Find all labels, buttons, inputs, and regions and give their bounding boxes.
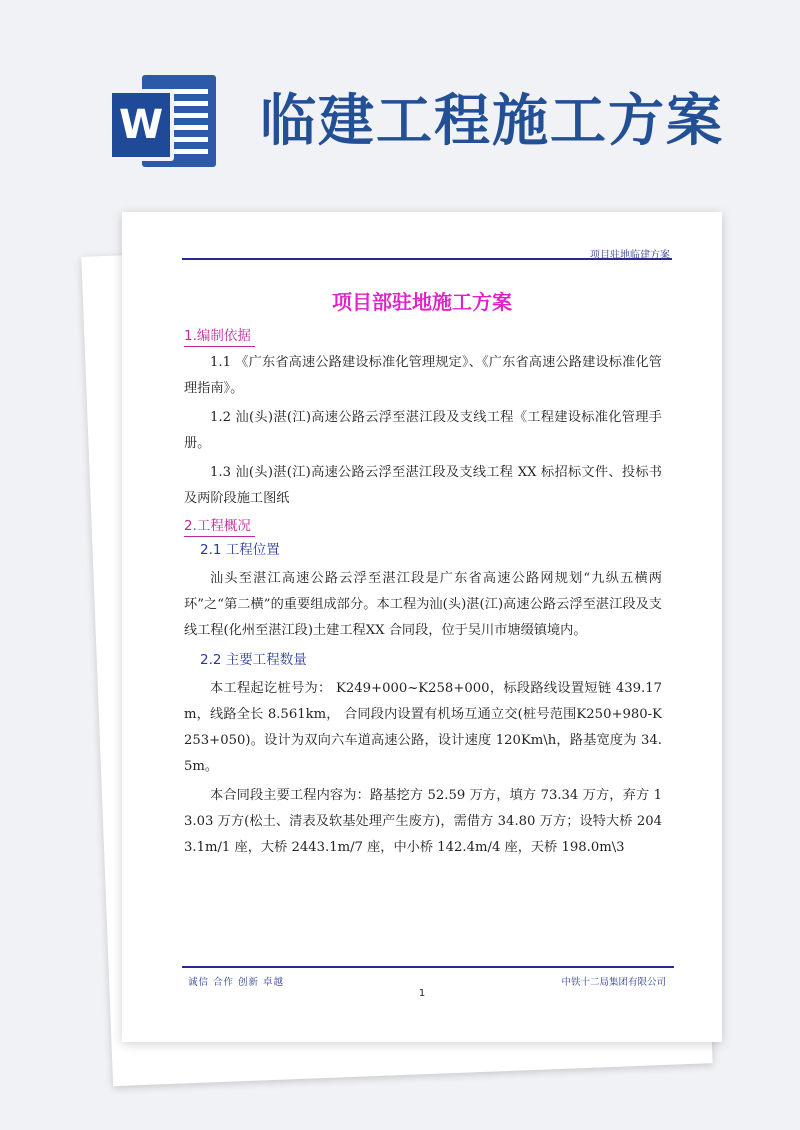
section-heading: 2.工程概况 <box>184 516 255 537</box>
word-logo-letter: W <box>108 89 174 161</box>
word-document-icon <box>108 75 220 171</box>
document-body <box>184 325 662 864</box>
subsection-heading: 2.2 主要工程数量 <box>200 652 307 668</box>
document-page <box>122 212 722 1042</box>
banner-title: 临建工程施工方案 <box>260 88 724 154</box>
paragraph: 汕头至湛江高速公路云浮至湛江段是广东省高速公路网规划“九纵五横两环”之“第二横”的重要组成部分。本工程为汕(头)湛(江)高速公路云浮至湛江段及支线工程(化州至湛江段)土建工程XX 合同段，位于吴川市塘缀镇境内。 <box>184 571 662 638</box>
header-divider <box>182 258 672 260</box>
banner <box>0 55 800 175</box>
paragraph: 本合同段主要工程内容为：路基挖方 52.59 万方，填方 73.34 万方，弃方 13.03 万方(松土、清表及软基处理产生废方)，需借方 34.80 万方；设特大桥 2043.1m/1 座，大桥 2443.1m/7 座，中小桥 142.4m/4 座，天桥 198.0m\3 <box>184 788 662 855</box>
subsection-heading: 2.1 工程位置 <box>200 542 280 558</box>
page-number: 1 <box>418 988 426 999</box>
page-header-text: 项目驻地临建方案 <box>590 250 670 261</box>
footer-company: 中铁十二局集团有限公司 <box>561 977 666 988</box>
paragraph: 本工程起讫桩号为： K249+000~K258+000，标段路线设置短链 439.17m，线路全长 8.561km， 合同段内设置有机场互通立交(桩号范围K250+980-K253+050)。设计为双向六车道高速公路，设计速度 120Km\h，路基宽度为 34.5m。 <box>184 681 662 774</box>
paragraph: 1.3 汕(头)湛(江)高速公路云浮至湛江段及支线工程 XX 标招标文件、投标书及两阶段施工图纸 <box>184 465 662 506</box>
document-title: 项目部驻地施工方案 <box>332 290 512 314</box>
footer-divider <box>182 966 674 968</box>
footer-motto: 诚信 合作 创新 卓越 <box>188 977 285 988</box>
section-heading: 1.编制依据 <box>184 326 255 347</box>
paragraph: 1.1 《广东省高速公路建设标准化管理规定》、《广东省高速公路建设标准化管理指南》。 <box>184 355 662 396</box>
paragraph: 1.2 汕(头)湛(江)高速公路云浮至湛江段及支线工程《工程建设标准化管理手册。 <box>184 410 662 451</box>
